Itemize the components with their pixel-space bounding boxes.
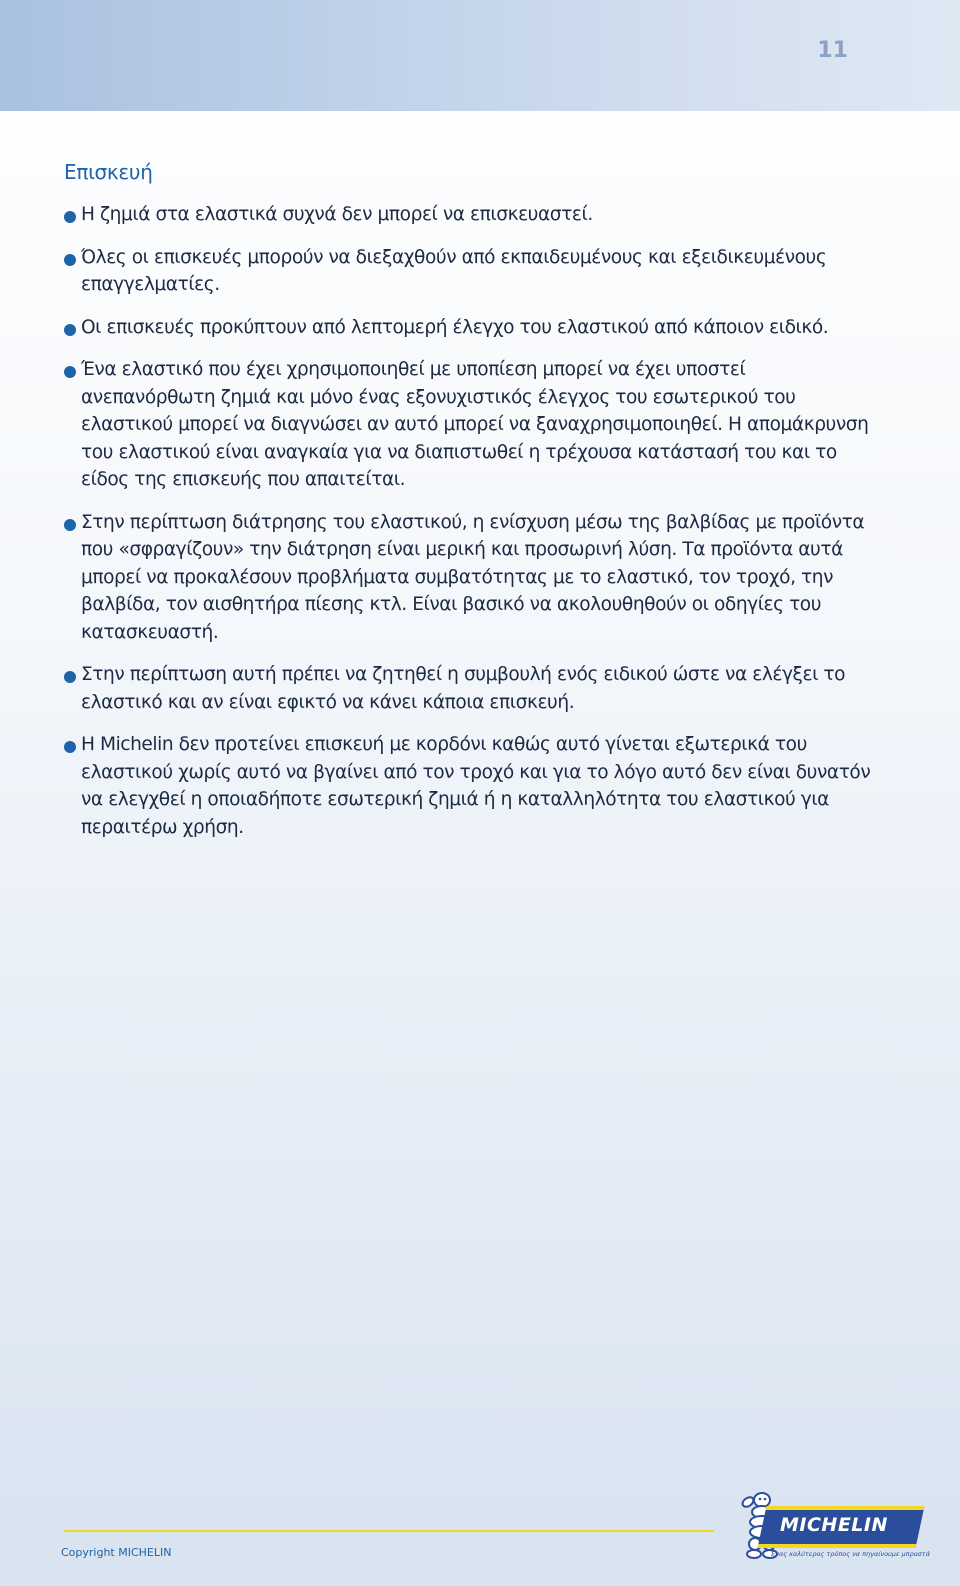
bullet-icon bbox=[64, 324, 76, 336]
bullet-icon bbox=[64, 519, 76, 531]
page-number: 11 bbox=[817, 38, 848, 63]
bullet-icon bbox=[64, 366, 76, 378]
list-item-text: Η ζημιά στα ελαστικά συχνά δεν μπορεί να επισκευαστεί. bbox=[81, 204, 593, 225]
bullet-icon bbox=[64, 671, 76, 683]
list-item bbox=[64, 731, 884, 841]
list-item-text: Όλες οι επισκευές μπορούν να διεξαχθούν από εκπαιδευμένους και εξειδικευμένους επαγγελματίες. bbox=[81, 246, 827, 295]
michelin-logo bbox=[740, 1488, 930, 1568]
logo-wordmark: MICHELIN bbox=[780, 1514, 888, 1536]
bullet-list bbox=[64, 201, 884, 856]
list-item-text: Η Michelin δεν προτείνει επισκευή με κορδόνι καθώς αυτό γίνεται εξωτερικά του ελαστικού χωρίς αυτό να βγαίνει από τον τροχό και για το λόγο αυτό δεν είναι δυνατόν να ελεγχθεί η οποιαδήποτε εσωτερική ζημιά ή η καταλληλότητα του ελαστικού για περαιτέρω χρήση. bbox=[81, 734, 871, 838]
copyright-text: Copyright MICHELIN bbox=[61, 1546, 172, 1559]
list-item bbox=[64, 509, 884, 647]
list-item-text: Ένα ελαστικό που έχει χρησιμοποιηθεί με υποπίεση μπορεί να έχει υποστεί ανεπανόρθωτη ζημιά και μόνο ένας εξονυχιστικός έλεγχος του εσωτερικού του ελαστικού μπορεί να διαγνώσει αν αυτό μπορεί να ξαναχρησιμοποιηθεί. Η απομάκρυνση του ελαστικού είναι αναγκαία για να διαπιστωθεί η τρέχουσα κατάστασή του και το είδος της επισκευής που απαιτείται. bbox=[81, 359, 869, 490]
header-band bbox=[0, 0, 960, 111]
bullet-icon bbox=[64, 741, 76, 753]
footer-divider bbox=[64, 1530, 714, 1532]
list-item bbox=[64, 201, 884, 229]
list-item bbox=[64, 661, 884, 716]
list-item-text: Στην περίπτωση αυτή πρέπει να ζητηθεί η συμβουλή ενός ειδικού ώστε να ελέγξει το ελαστικό και αν είναι εφικτό να κάνει κάποια επισκευή. bbox=[81, 664, 846, 713]
list-item bbox=[64, 314, 884, 342]
bullet-icon bbox=[64, 254, 76, 266]
section-title: Επισκευή bbox=[64, 160, 153, 184]
list-item bbox=[64, 356, 884, 494]
bullet-icon bbox=[64, 211, 76, 223]
list-item-text: Στην περίπτωση διάτρησης του ελαστικού, η ενίσχυση μέσω της βαλβίδας με προϊόντα που «σφραγίζουν» την διάτρηση είναι μερική και προσωρινή λύση. Τα προϊόντα αυτά μπορεί να προκαλέσουν προβλήματα συμβατότητας με το ελαστικό, τον τροχό, την βαλβίδα, τον αισθητήρα πίεσης κτλ. Είναι βασικό να ακολουθηθούν οι οδηγίες του κατασκευαστή. bbox=[81, 511, 865, 643]
list-item-text: Οι επισκευές προκύπτουν από λεπτομερή έλεγχο του ελαστικού από κάποιον ειδικό. bbox=[81, 316, 829, 338]
logo-tagline: Ένας καλύτερος τρόπος να πηγαίνουμε μπροστά bbox=[770, 1550, 930, 1558]
list-item bbox=[64, 244, 884, 299]
